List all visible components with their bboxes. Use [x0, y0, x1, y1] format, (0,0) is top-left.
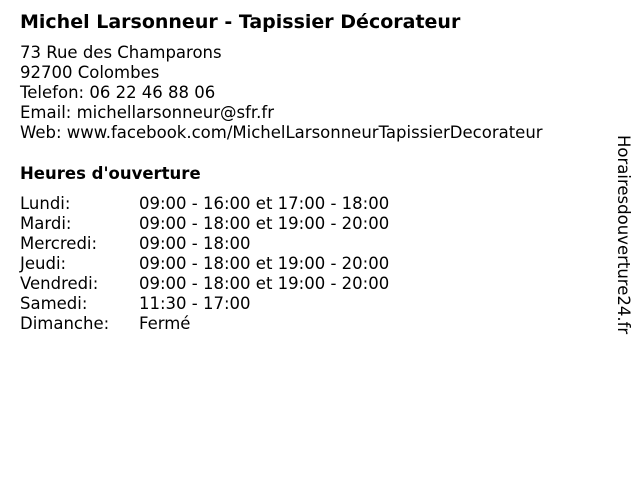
day-label: Jeudi: [20, 254, 67, 273]
hours-row-sunday [20, 314, 389, 334]
day-label: Lundi: [20, 194, 71, 213]
address-city: 92700 Colombes [20, 63, 160, 82]
day-hours: 09:00 - 18:00 et 19:00 - 20:00 [139, 274, 390, 293]
hours-row-wednesday [20, 234, 389, 254]
site-watermark: Horairesdouverture24.fr [614, 135, 633, 335]
opening-hours-heading: Heures d'ouverture [20, 164, 201, 183]
opening-hours-list [20, 194, 389, 334]
day-hours: 09:00 - 18:00 et 19:00 - 20:00 [139, 214, 390, 233]
day-label: Mercredi: [20, 234, 98, 253]
day-hours: 09:00 - 16:00 et 17:00 - 18:00 [139, 194, 390, 213]
day-label: Samedi: [20, 294, 88, 313]
hours-row-thursday [20, 254, 389, 274]
hours-row-friday [20, 274, 389, 294]
address-street: 73 Rue des Champarons [20, 43, 222, 62]
day-hours: Fermé [139, 314, 191, 333]
email-line: Email: michellarsonneur@sfr.fr [20, 103, 274, 122]
hours-row-saturday [20, 294, 389, 314]
day-label: Mardi: [20, 214, 72, 233]
day-label: Dimanche: [20, 314, 110, 333]
hours-row-monday [20, 194, 389, 214]
day-hours: 11:30 - 17:00 [139, 294, 251, 313]
business-name: Michel Larsonneur - Tapissier Décorateur [20, 11, 461, 33]
day-label: Vendredi: [20, 274, 99, 293]
hours-row-tuesday [20, 214, 389, 234]
phone-line: Telefon: 06 22 46 88 06 [20, 83, 216, 102]
day-hours: 09:00 - 18:00 et 19:00 - 20:00 [139, 254, 390, 273]
contact-block [20, 43, 543, 143]
web-line: Web: www.facebook.com/MichelLarsonneurTapissierDecorateur [20, 123, 543, 142]
day-hours: 09:00 - 18:00 [139, 234, 251, 253]
